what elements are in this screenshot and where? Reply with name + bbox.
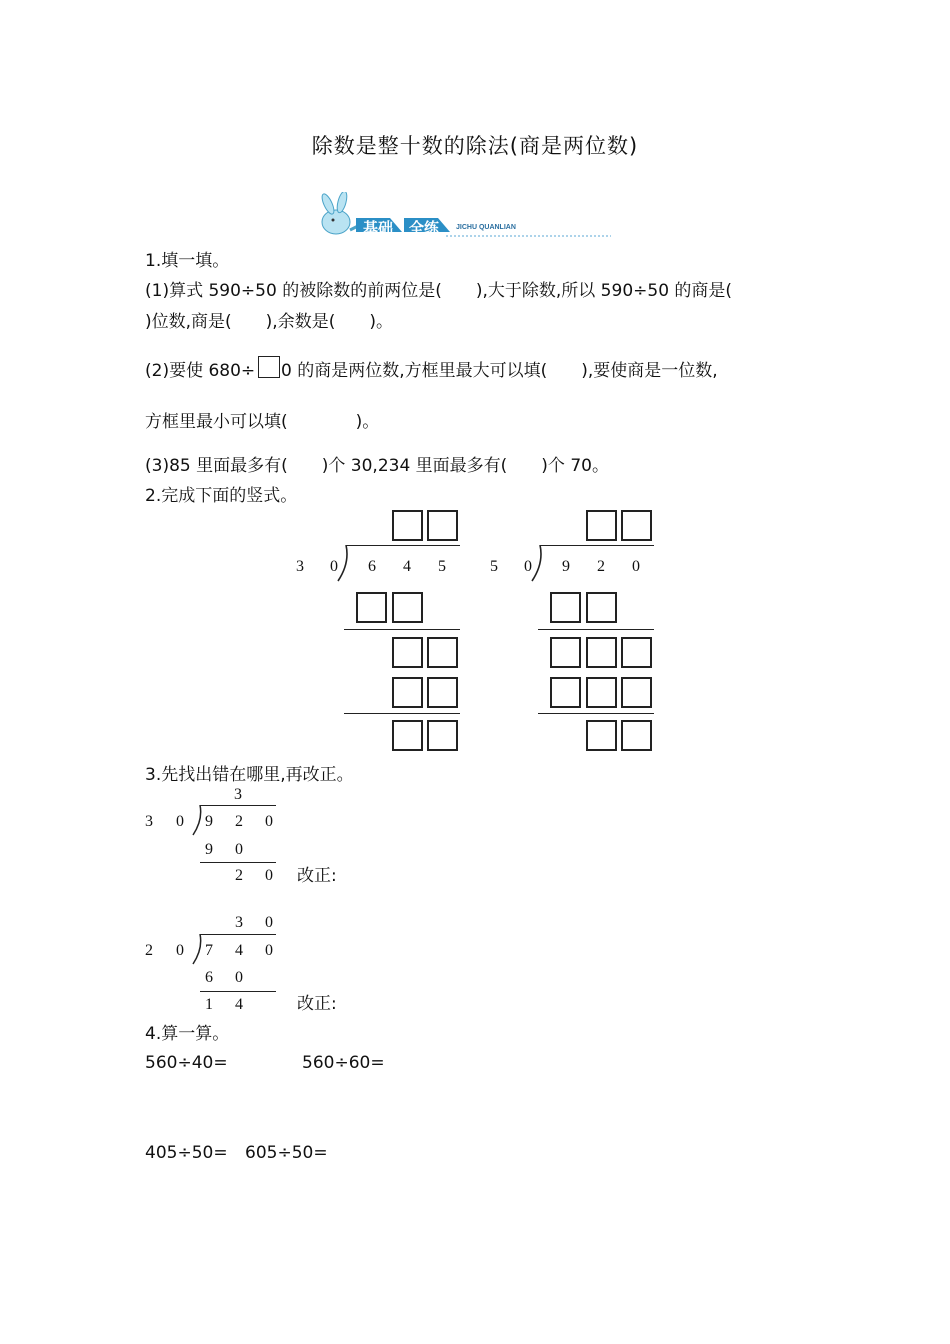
remainder-digit: 0 [265,867,273,884]
q1-part1-line1: (1)算式 590÷50 的被除数的前两位是( ),大于除数,所以 590÷50 的商是( [145,281,733,301]
q3-heading: 3.先找出错在哪里,再改正。 [145,765,354,785]
dividend-digit: 0 [265,942,273,959]
answer-box[interactable] [550,677,581,708]
divisor-digit: 0 [176,813,184,830]
banner-label-practice: 全练 [409,219,440,237]
subtraction-line [200,991,276,992]
division-bar [200,934,276,935]
dividend-digit: 9 [205,813,213,830]
dividend-digit: 4 [403,558,411,575]
answer-box[interactable] [586,677,617,708]
answer-box[interactable] [427,720,458,751]
remainder-digit: 1 [205,996,213,1013]
answer-box[interactable] [392,677,423,708]
quotient-digit: 3 [234,786,242,803]
divisor-digit: 0 [330,558,338,575]
dividend-digit: 0 [265,813,273,830]
divisor-digit: 3 [296,558,304,575]
subtraction-line [344,713,460,714]
answer-box[interactable] [427,637,458,668]
dividend-digit: 7 [205,942,213,959]
rabbit-mascot-icon [306,192,616,244]
division-bracket [530,545,544,583]
dividend-digit: 6 [368,558,376,575]
answer-box[interactable] [586,592,617,623]
section-banner [306,192,616,244]
answer-box[interactable] [586,720,617,751]
subtract-digit: 0 [235,841,243,858]
quotient-digit: 0 [265,914,273,931]
division-bracket [191,934,203,966]
page-title: 除数是整十数的除法(商是两位数) [311,134,639,158]
answer-box[interactable] [550,637,581,668]
quotient-box[interactable] [586,510,617,541]
remainder-digit: 4 [235,996,243,1013]
expression-3: 405÷50= [145,1143,228,1163]
division-bracket [336,545,350,583]
dividend-digit: 0 [632,558,640,575]
quotient-digit: 3 [235,914,243,931]
quotient-box[interactable] [621,510,652,541]
correction-label: 改正: [297,994,337,1014]
dividend-digit: 4 [235,942,243,959]
subtract-digit: 0 [235,969,243,986]
q1-heading: 1.填一填。 [145,251,230,271]
q1-part3: (3)85 里面最多有( )个 30,234 里面最多有( )个 70。 [145,456,609,476]
blank-box[interactable] [258,356,280,378]
correction-label: 改正: [297,866,337,886]
subtraction-line [344,629,460,630]
subtraction-line [538,629,654,630]
answer-box[interactable] [427,677,458,708]
answer-box[interactable] [586,637,617,668]
banner-subtitle: JICHU QUANLIAN [456,224,516,231]
q1-part2-line1-a: (2)要使 680÷ [145,361,256,381]
dividend-digit: 2 [597,558,605,575]
answer-box[interactable] [392,637,423,668]
answer-box[interactable] [550,592,581,623]
banner-label-basic: 基础 [363,219,394,237]
dividend-digit: 5 [438,558,446,575]
q2-heading: 2.完成下面的竖式。 [145,486,298,506]
quotient-box[interactable] [427,510,458,541]
division-bar [346,545,460,546]
quotient-box[interactable] [392,510,423,541]
answer-box[interactable] [621,720,652,751]
q4-heading: 4.算一算。 [145,1024,230,1044]
q1-part2-line1-b: 0 的商是两位数,方框里最大可以填( ),要使商是一位数, [281,361,718,381]
answer-box[interactable] [621,677,652,708]
q1-part2-line2: 方框里最小可以填( )。 [145,412,380,432]
divisor-digit: 3 [145,813,153,830]
answer-box[interactable] [392,592,423,623]
answer-box[interactable] [621,637,652,668]
division-bracket [191,805,203,837]
answer-box[interactable] [392,720,423,751]
division-bar [540,545,654,546]
dividend-digit: 2 [235,813,243,830]
divisor-digit: 2 [145,942,153,959]
q1-part1-line2: )位数,商是( ),余数是( )。 [145,312,393,332]
subtract-digit: 6 [205,969,213,986]
divisor-digit: 5 [490,558,498,575]
subtract-digit: 9 [205,841,213,858]
expression-4: 605÷50= [245,1143,328,1163]
answer-box[interactable] [356,592,387,623]
expression-1: 560÷40= [145,1053,228,1073]
subtraction-line [538,713,654,714]
divisor-digit: 0 [524,558,532,575]
expression-2: 560÷60= [302,1053,385,1073]
division-bar [200,805,276,806]
remainder-digit: 2 [235,867,243,884]
dividend-digit: 9 [562,558,570,575]
subtraction-line [200,862,276,863]
divisor-digit: 0 [176,942,184,959]
